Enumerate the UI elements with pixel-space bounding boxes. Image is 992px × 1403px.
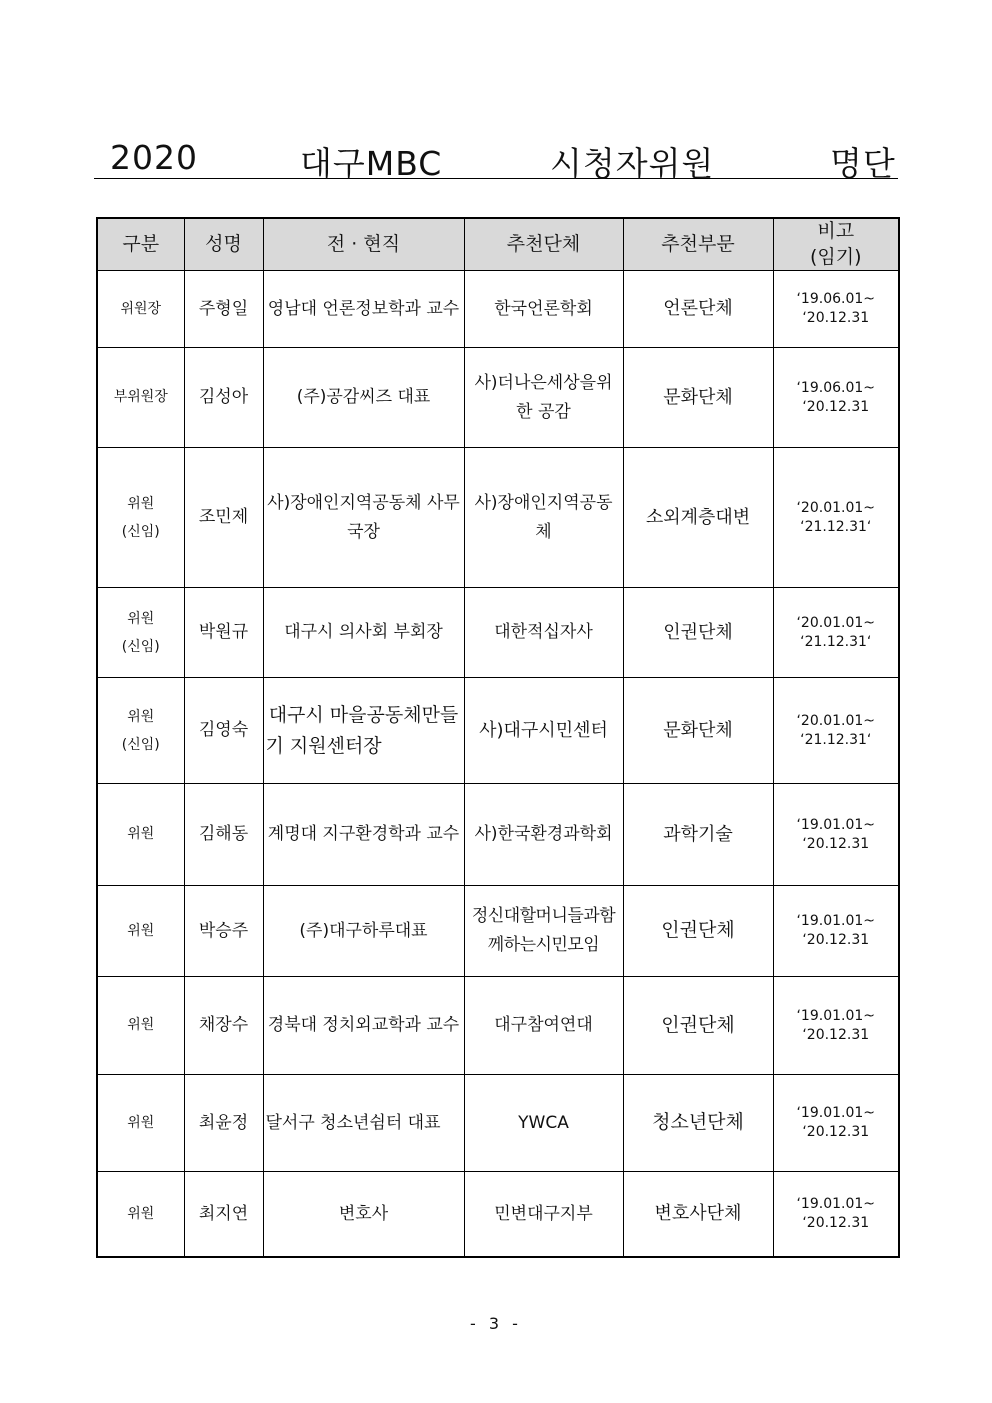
table-row	[97, 678, 899, 784]
term-end: ‘21.12.31‘	[800, 518, 872, 535]
term-start: ‘19.01.01~	[796, 1007, 876, 1024]
header-note-line1: 비고	[817, 220, 855, 242]
sector-cell: 변호사단체	[623, 1172, 773, 1257]
name-cell: 채장수	[184, 977, 263, 1075]
table-row	[97, 588, 899, 678]
header-org: 추천단체	[464, 218, 623, 271]
table-row	[97, 886, 899, 977]
position-cell: 대구시 마을공동체만들기 지원센터장	[263, 678, 464, 784]
header-category: 구분	[97, 218, 184, 271]
term-end: ‘20.12.31	[802, 1026, 870, 1043]
term-cell	[773, 1172, 899, 1257]
term-cell	[773, 886, 899, 977]
name-cell: 김해동	[184, 784, 263, 886]
position-cell: 달서구 청소년쉼터 대표	[263, 1075, 464, 1172]
name-cell: 최윤정	[184, 1075, 263, 1172]
role-text: 위원	[127, 1114, 155, 1131]
name-cell: 박원규	[184, 588, 263, 678]
term-start: ‘20.01.01~	[796, 499, 876, 516]
term-end: ‘20.12.31	[802, 1124, 870, 1141]
term-end: ‘20.12.31	[802, 310, 870, 327]
name-cell: 최지연	[184, 1172, 263, 1257]
sector-cell: 문화단체	[623, 348, 773, 448]
position-cell: 경북대 정치외교학과 교수	[263, 977, 464, 1075]
term-end: ‘20.12.31	[802, 932, 870, 949]
org-cell: 사)한국환경과학회	[464, 784, 623, 886]
term-cell	[773, 977, 899, 1075]
term-cell	[773, 448, 899, 588]
title-year: 2020	[110, 138, 198, 177]
org-cell: 사)대구시민센터	[464, 678, 623, 784]
header-sector: 추천부문	[623, 218, 773, 271]
header-position: 전 · 현직	[263, 218, 464, 271]
org-cell: 사)더나은세상을위한 공감	[464, 348, 623, 448]
header-name: 성명	[184, 218, 263, 271]
position-cell: 영남대 언론정보학과 교수	[263, 271, 464, 348]
position-cell: 계명대 지구환경학과 교수	[263, 784, 464, 886]
table-row	[97, 348, 899, 448]
term-start: ‘20.01.01~	[796, 614, 876, 631]
term-end: ‘21.12.31‘	[800, 731, 872, 748]
term-start: ‘19.06.01~	[796, 291, 876, 308]
role-text: 위원	[127, 708, 155, 725]
role-cell	[97, 886, 184, 977]
role-cell	[97, 448, 184, 588]
role-cell	[97, 678, 184, 784]
role-cell	[97, 1075, 184, 1172]
table-row	[97, 448, 899, 588]
term-end: ‘20.12.31	[802, 398, 870, 415]
position-cell: 대구시 의사회 부회장	[263, 588, 464, 678]
term-cell	[773, 678, 899, 784]
sector-cell: 문화단체	[623, 678, 773, 784]
role-text: 위원	[127, 1017, 155, 1034]
document-title	[94, 134, 898, 183]
member-roster-table	[96, 217, 900, 1258]
org-cell: 대구참여연대	[464, 977, 623, 1075]
sector-cell: 인권단체	[623, 588, 773, 678]
position-cell: (주)대구하루대표	[263, 886, 464, 977]
title-label: 명단	[830, 144, 896, 183]
term-cell	[773, 784, 899, 886]
role-cell	[97, 1172, 184, 1257]
role-text: 위원	[127, 495, 155, 512]
role-subtext: (신임)	[121, 638, 160, 655]
term-cell	[773, 588, 899, 678]
term-start: ‘19.01.01~	[796, 913, 876, 930]
sector-cell: 인권단체	[623, 977, 773, 1075]
table-header-row	[97, 218, 899, 271]
title-broadcaster: 대구MBC	[300, 144, 443, 183]
position-cell: (주)공감씨즈 대표	[263, 348, 464, 448]
sector-cell: 과학기술	[623, 784, 773, 886]
term-start: ‘20.01.01~	[796, 712, 876, 729]
table-row	[97, 1075, 899, 1172]
term-start: ‘19.01.01~	[796, 816, 876, 833]
term-end: ‘20.12.31	[802, 1215, 870, 1232]
role-text: 부위원장	[113, 389, 168, 406]
role-cell	[97, 784, 184, 886]
name-cell: 김영숙	[184, 678, 263, 784]
term-start: ‘19.01.01~	[796, 1196, 876, 1213]
sector-cell: 인권단체	[623, 886, 773, 977]
title-committee: 시청자위원	[550, 144, 715, 183]
term-start: ‘19.06.01~	[796, 379, 876, 396]
role-text: 위원	[127, 826, 155, 843]
role-cell	[97, 977, 184, 1075]
table-row	[97, 977, 899, 1075]
position-cell: 사)장애인지역공동체 사무국장	[263, 448, 464, 588]
table-row	[97, 271, 899, 348]
term-cell	[773, 348, 899, 448]
org-cell: 한국언론학회	[464, 271, 623, 348]
role-cell	[97, 588, 184, 678]
role-cell	[97, 271, 184, 348]
role-subtext: (신임)	[121, 523, 160, 540]
header-note-line2: (임기)	[809, 245, 862, 268]
role-cell	[97, 348, 184, 448]
term-start: ‘19.01.01~	[796, 1105, 876, 1122]
org-cell: YWCA	[464, 1075, 623, 1172]
role-text: 위원	[127, 1205, 155, 1222]
role-subtext: (신임)	[121, 736, 160, 753]
sector-cell: 청소년단체	[623, 1075, 773, 1172]
sector-cell: 소외계층대변	[623, 448, 773, 588]
org-cell: 민변대구지부	[464, 1172, 623, 1257]
header-note	[773, 218, 899, 271]
name-cell: 김성아	[184, 348, 263, 448]
term-cell	[773, 1075, 899, 1172]
role-text: 위원	[127, 922, 155, 939]
table-row	[97, 784, 899, 886]
sector-cell: 언론단체	[623, 271, 773, 348]
term-cell	[773, 271, 899, 348]
name-cell: 주형일	[184, 271, 263, 348]
page-number: - 3 -	[470, 1314, 522, 1333]
term-end: ‘21.12.31‘	[800, 633, 872, 650]
table-row	[97, 1172, 899, 1257]
org-cell: 사)장애인지역공동체	[464, 448, 623, 588]
name-cell: 조민제	[184, 448, 263, 588]
term-end: ‘20.12.31	[802, 835, 870, 852]
position-cell: 변호사	[263, 1172, 464, 1257]
name-cell: 박승주	[184, 886, 263, 977]
role-text: 위원장	[120, 300, 162, 317]
org-cell: 대한적십자사	[464, 588, 623, 678]
role-text: 위원	[127, 610, 155, 627]
org-cell: 정신대할머니들과함께하는시민모임	[464, 886, 623, 977]
